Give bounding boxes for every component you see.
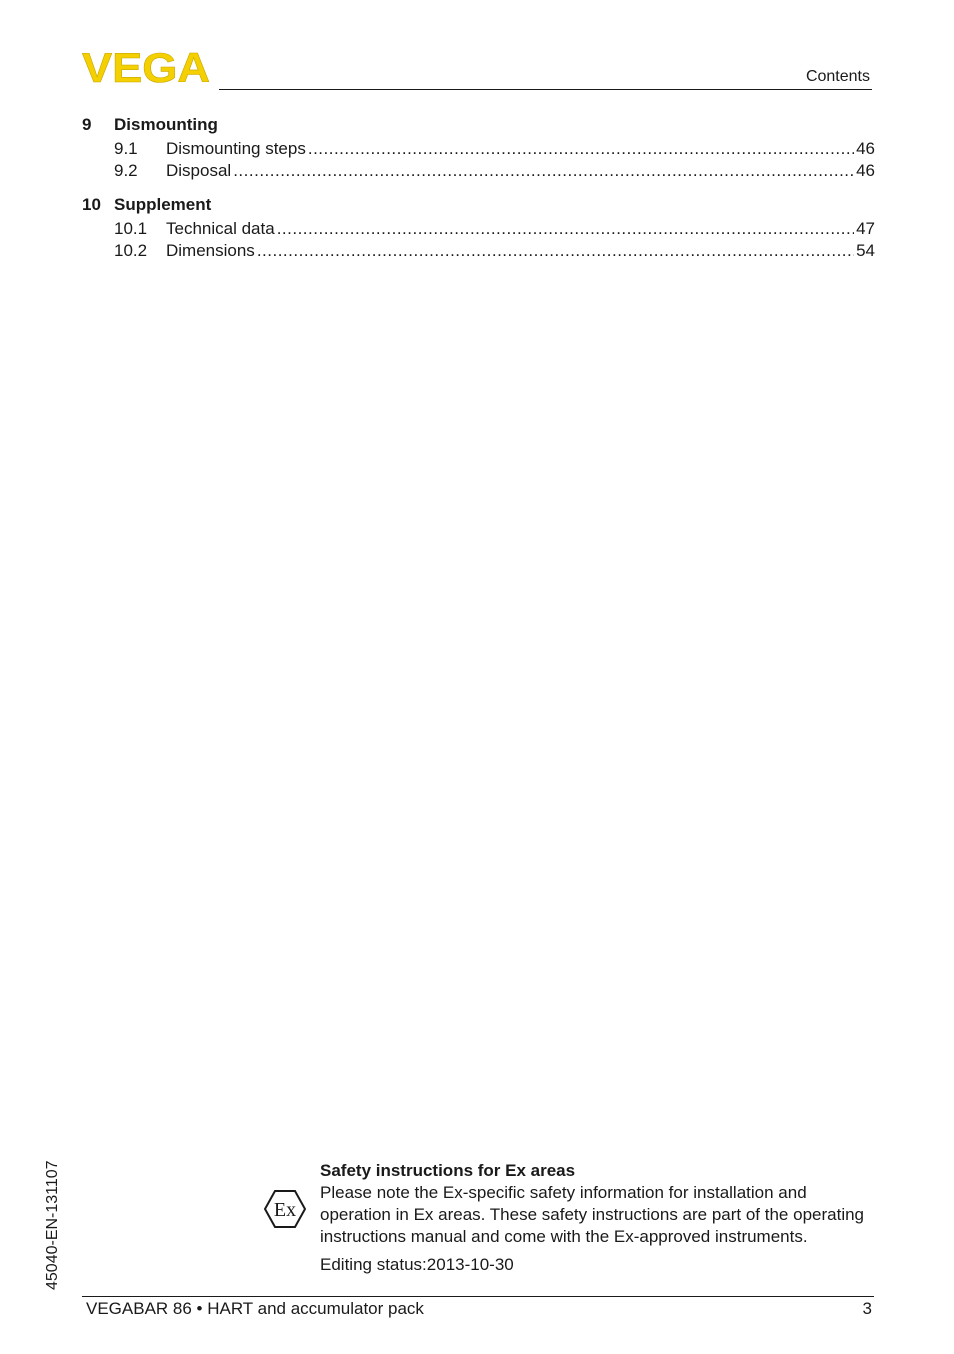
header-rule [219, 89, 872, 90]
toc-entry[interactable] [82, 138, 875, 160]
entry-number: 9.1 [114, 139, 138, 158]
footer-rule [82, 1296, 874, 1297]
chapter-heading[interactable] [82, 114, 875, 136]
entry-page: 46 [856, 161, 875, 180]
entry-number: 10.2 [114, 241, 148, 260]
svg-text:Ex: Ex [273, 1199, 297, 1221]
safety-heading: Safety instructions for Ex areas [320, 1161, 576, 1180]
header-section-label: Contents [805, 68, 870, 85]
dot-leader [308, 138, 854, 160]
entry-number: 9.2 [114, 161, 138, 180]
entry-number: 10.1 [114, 219, 148, 238]
editing-status: Editing status:2013-10-30 [320, 1255, 514, 1274]
safety-body: Please note the Ex-specific safety information for installation and operation in Ex areas. These safety instructions are part of the operating instructions manual and come with the Ex-approved instruments. [320, 1183, 864, 1246]
toc-entry[interactable] [82, 160, 875, 182]
entry-page: 47 [856, 219, 875, 238]
entry-title: Dimensions [166, 241, 255, 260]
entry-page: 54 [856, 241, 875, 260]
entry-page: 46 [856, 139, 875, 158]
logo-text: VEGA [82, 50, 210, 84]
document-code: 45040-EN-131107 [44, 1160, 61, 1290]
chapter-number: 10 [82, 195, 101, 214]
entry-title: Disposal [166, 161, 232, 180]
dot-leader [257, 240, 854, 262]
ex-hexagon-icon [264, 1188, 306, 1230]
toc-chapter-10 [82, 194, 875, 262]
footer-page-number: 3 [862, 1299, 872, 1318]
entry-title: Dismounting steps [166, 139, 306, 158]
toc-entry[interactable] [82, 218, 875, 240]
chapter-title: Dismounting [114, 115, 218, 134]
footer-document-title: VEGABAR 86 • HART and accumulator pack [86, 1299, 424, 1318]
chapter-title: Supplement [114, 195, 212, 214]
dot-leader [233, 160, 854, 182]
entry-title: Technical data [166, 219, 275, 238]
safety-notice [320, 1160, 880, 1276]
table-of-contents [82, 114, 875, 274]
dot-leader [277, 218, 854, 240]
toc-entry[interactable] [82, 240, 875, 262]
chapter-heading[interactable] [82, 194, 875, 216]
toc-chapter-9 [82, 114, 875, 182]
vega-logo [82, 50, 212, 84]
chapter-number: 9 [82, 115, 92, 134]
